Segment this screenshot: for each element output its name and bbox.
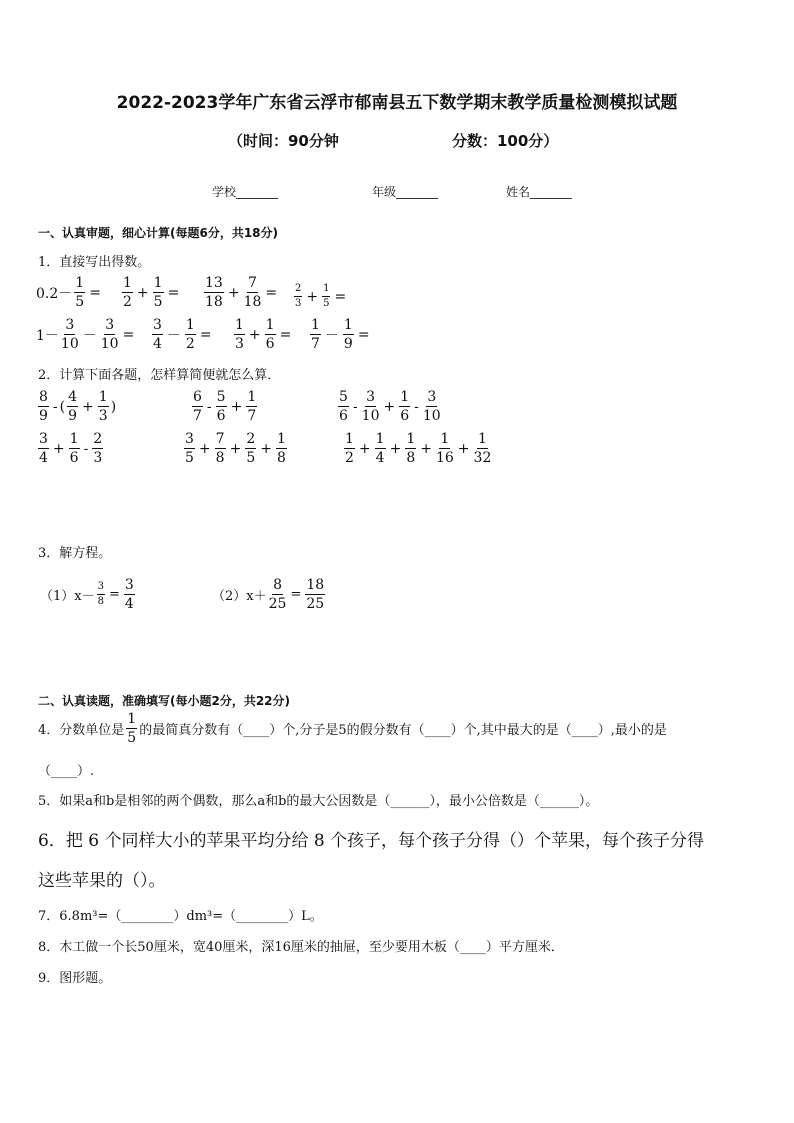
q1-expr-4: $\frac{2}{3}$ + $\frac{1}{5}$ = [295, 283, 347, 309]
question-6-cont: 这些苹果的（）。 [38, 871, 166, 891]
section-2-title: 二、认真读题，准确填写(每小题2分，共22分) [38, 694, 291, 708]
question-6: 6．把 6 个同样大小的苹果平均分给 8 个孩子，每个孩子分得（）个苹果，每个孩子分得 [38, 831, 705, 851]
q1-expr-3: $\frac{13}{18}$ + $\frac{7}{18}$ = [205, 275, 278, 310]
q1-expr-8: $\frac{1}{7}$ － $\frac{1}{9}$ = [311, 317, 370, 352]
exam-score: 分数：100分） [452, 132, 559, 150]
q2-expr-4: $\frac{3}{4}$ + $\frac{1}{6}$ - $\frac{2}{3}$ [39, 431, 103, 466]
q1-expr-6: $\frac{3}{4}$ － $\frac{1}{2}$ = [153, 317, 212, 352]
q1-expr-5: 1－ $\frac{3}{10}$ － $\frac{3}{10}$ = [36, 317, 135, 352]
question-5: 5．如果a和b是相邻的两个偶数，那么a和b的最大公因数是（______），最小公倍数是（______）。 [38, 794, 599, 809]
exam-time: （时间：90分钟 [228, 132, 339, 150]
section-1-title: 一、认真审题，细心计算(每题6分，共18分) [38, 226, 279, 240]
q2-expr-2: $\frac{6}{7}$ - $\frac{5}{6}$ + $\frac{1}{7}$ [193, 389, 257, 424]
page-title: 2022-2023学年广东省云浮市郁南县五下数学期末教学质量检测模拟试题 [116, 93, 678, 113]
equation-2: （2）x＋ $\frac{8}{25}$ = $\frac{18}{25}$ [212, 577, 325, 612]
q2-expr-3: $\frac{5}{6}$ - $\frac{3}{10}$ + $\frac{1}{6}$ - $\frac{3}{10}$ [339, 389, 441, 424]
question-8: 8．木工做一个长50厘米，宽40厘米，深16厘米的抽屉，至少要用木板（____）平方厘米． [38, 940, 564, 955]
q2-expr-1: $\frac{8}{9}$ - ( $\frac{4}{9}$ + $\frac{1}{3}$ ) [39, 389, 117, 424]
q1-expr-1: 0.2－ $\frac{1}{5}$ = [36, 275, 101, 310]
question-2: 2．计算下面各题，怎样算简便就怎么算． [38, 368, 281, 383]
question-9: 9．图形题。 [38, 971, 112, 986]
question-4: 4．分数单位是 $\frac{1}{5}$ 的最简真分数有（____）个,分子是5的假分数有（____）个,其中最大的是（____）,最小的是 [38, 711, 667, 746]
q1-expr-2: $\frac{1}{2}$ + $\frac{1}{5}$ = [123, 275, 180, 310]
school-field[interactable]: 学校_______ [212, 185, 279, 199]
name-field[interactable]: 姓名_______ [506, 185, 573, 199]
question-3: 3．解方程。 [38, 546, 112, 561]
q1-expr-7: $\frac{1}{3}$ + $\frac{1}{6}$ = [235, 317, 292, 352]
question-4-cont: （____）. [38, 764, 95, 779]
q2-expr-6: $\frac{1}{2}$ + $\frac{1}{4}$ + $\frac{1}{8}$ + $\frac{1}{16}$ + $\frac{1}{32}$ [345, 431, 492, 466]
equation-1: （1）x－ $\frac{3}{8}$ = $\frac{3}{4}$ [40, 577, 134, 612]
question-1: 1．直接写出得数。 [38, 255, 151, 270]
grade-field[interactable]: 年级_______ [372, 185, 439, 199]
question-7: 7．6.8m³=（________）dm³=（________）L。 [38, 909, 323, 924]
q2-expr-5: $\frac{3}{5}$ + $\frac{7}{8}$ + $\frac{2}{5}$ + $\frac{1}{8}$ [185, 431, 286, 466]
